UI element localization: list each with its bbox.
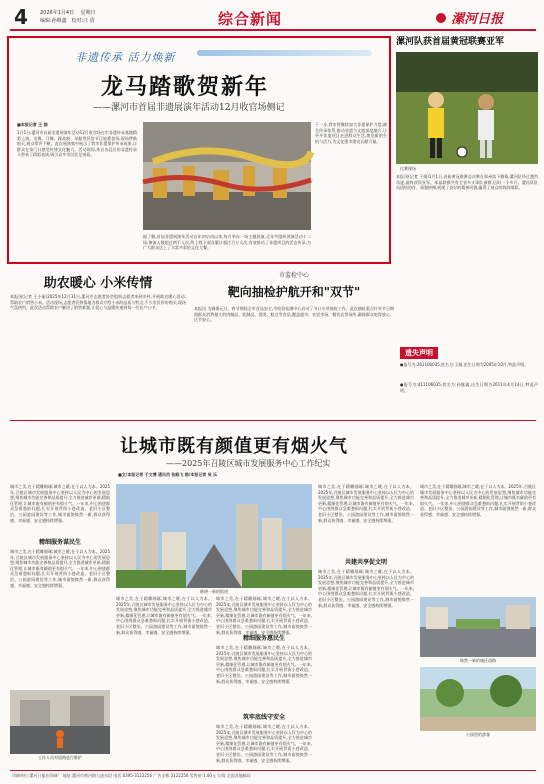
feature-subtitle: ——2025年召陵区城市发展服务中心工作纪实 [166, 459, 331, 468]
aid-title: 助农暖心 小米传情 [43, 276, 153, 291]
sports-photo [396, 52, 538, 164]
feature-photo-caption: 焕然一新的城区道路 [460, 658, 496, 663]
top-story-photo [143, 122, 311, 230]
feature-body: 城市之美,在于精雕细琢;城市之暖,在于以人为本。2025年,召陵区城市发展服务中心坚持以人民为中心的发展思想,聚焦城市功能完善和品质提升,全力推进城市更新,精细化管理,让城市既有颜值更有烟火气。一年来,中心围绕群众急难愁盼问题,扎实开展背街小巷改造、老旧小区整治、公园游园建设等工作,城市面貌焕然一新,群众获得感、幸福感、安全感持续增强。 [216, 596, 312, 635]
market-kicker: 市监检中心 [278, 272, 309, 279]
feature-byline: ■文/本报记者 于文博 通讯员 张路飞 图/本报记者 吴 乐 [118, 472, 218, 477]
footer-rule [10, 770, 536, 771]
aid-body: 本报讯(记者 王小丽)2025年12月31日,漯河市志愿者协会组织志愿者来到乡村,开展助农暖心活动,帮助农户销售小米。活动现场,志愿者们热情地为群众介绍小米的品质与特点,不少市民纷纷购买,现场气氛热烈。此次活动帮助农户解决了销售难题,让爱心与温暖传递到每一位农户心中。 [10, 294, 186, 311]
feature-column-1 [10, 484, 110, 768]
feature-body: 城市之美,在于精雕细琢;城市之暖,在于以人为本。2025年,召陵区城市发展服务中心坚持以人民为中心的发展思想,聚焦城市功能完善和品质提升,全力推进城市更新,精细化管理,让城市既有颜值更有烟火气。一年来,中心围绕群众急难愁盼问题,扎实开展背街小巷改造、老旧小区整治、公园游园建设等工作,城市面貌焕然一新,群众获得感、幸福感、安全感持续增强。 [318, 569, 414, 608]
feature-section-heading: 精细服务谋民生 [38, 539, 81, 546]
notice-item: ●报号为:411106035,姓名为:孙继鑫,出生日期为2011年4月14日,特此声明。 [400, 382, 538, 393]
feature-photo-1 [10, 690, 110, 754]
header-rule [10, 29, 536, 31]
feature-photo-3-image [420, 597, 536, 657]
feature-column-4 [420, 484, 536, 768]
feature-photo-1-image [10, 690, 110, 754]
feature-center [116, 484, 312, 768]
page-number: 4 [14, 5, 34, 27]
top-story-kicker: 非遗传承 活力焕新 [75, 51, 176, 64]
feature-body: 城市之美,在于精雕细琢;城市之暖,在于以人为本。2025年,召陵区城市发展服务中心坚持以人民为中心的发展思想,聚焦城市功能完善和品质提升,全力推进城市更新,精细化管理,让城市既有颜值更有烟火气。一年来,中心围绕群众急难愁盼问题,扎实开展背街小巷改造、老旧小区整治、公园游园建设等工作,城市面貌焕然一新,群众获得感、幸福感、安全感持续增强。 [420, 484, 536, 517]
feature-body: 城市之美,在于精雕细琢;城市之暖,在于以人为本。2025年,召陵区城市发展服务中心坚持以人民为中心的发展思想,聚焦城市功能完善和品质提升,全力推进城市更新,精细化管理,让城市既有颜值更有烟火气。一年来,中心围绕群众急难愁盼问题,扎实开展背街小巷改造、老旧小区整治、公园游园建设等工作,城市面貌焕然一新,群众获得感、幸福感、安全感持续增强。 [10, 484, 110, 523]
feature-body: 城市之美,在于精雕细琢;城市之暖,在于以人为本。2025年,召陵区城市发展服务中心坚持以人民为中心的发展思想,聚焦城市功能完善和品质提升,全力推进城市更新,精细化管理,让城市既有颜值更有烟火气。一年来,中心围绕群众急难愁盼问题,扎实开展背街小巷改造、老旧小区整治、公园游园建设等工作,城市面貌焕然一新,群众获得感、幸福感、安全感持续增强。 [216, 724, 312, 763]
feature-body: 城市之美,在于精雕细琢;城市之暖,在于以人为本。2025年,召陵区城市发展服务中心坚持以人民为中心的发展思想,聚焦城市功能完善和品质提升,全力推进城市更新,精细化管理,让城市既有颜值更有烟火气。一年来,中心围绕群众急难愁盼问题,扎实开展背街小巷改造、老旧小区整治、公园游园建设等工作,城市面貌焕然一新,群众获得感、幸福感、安全感持续增强。 [318, 484, 414, 523]
notice-title: 遗失声明 [400, 347, 438, 359]
feature-title: 让城市既有颜值更有烟火气 [120, 436, 348, 457]
feature-photo-4 [420, 667, 536, 731]
feature-column-3 [318, 484, 414, 768]
top-story-banner [197, 50, 372, 56]
page-header [0, 0, 544, 32]
feature-photo-caption: 修缮一新的街道 [200, 589, 228, 594]
header-date: 2026年1月4日 星期日 [40, 10, 96, 16]
aid-section [10, 270, 186, 418]
feature-photo-caption: 工作人员对道路进行维护 [38, 755, 82, 760]
feature-body: 城市之美,在于精雕细琢;城市之暖,在于以人为本。2025年,召陵区城市发展服务中心坚持以人民为中心的发展思想,聚焦城市功能完善和品质提升,全力推进城市更新,精细化管理,让城市既有颜值更有烟火气。一年来,中心围绕群众急难愁盼问题,扎实开展背街小巷改造、老旧小区整治、公园游园建设等工作,城市面貌焕然一新,群众获得感、幸福感、安全感持续增强。 [10, 549, 110, 588]
feature-section-heading: 共建共享促文明 [344, 559, 387, 566]
market-body: 本报讯 为确保元旦、春节期间全市食品安全,市检验检测中心启动了节日专项抽检工作。此次抽检重点针对节日期间群众消费量大的肉制品、乳制品、酒类、糕点等食品,覆盖超市、农贸市场、餐饮店等场所,确保群众吃得放心、过节安心。 [194, 306, 394, 323]
top-story-body-mid: 据了解,首届非遗展演年活动自年初启动以来,每月举办一场主题展演,全年共组织展演活动十二场,参演人数超过两千人次,线上线下观众累计超过百万人次,有效推动了非遗项目的活态传承,为广大群众送上了丰富多彩的文化大餐。 [143, 234, 311, 251]
section-title: 综合新闻 [218, 10, 283, 28]
market-section [194, 270, 394, 418]
top-story-photo-image [143, 122, 311, 230]
feature-body: 城市之美,在于精雕细琢;城市之暖,在于以人为本。2025年,召陵区城市发展服务中心坚持以人民为中心的发展思想,聚焦城市功能完善和品质提升,全力推进城市更新,精细化管理,让城市既有颜值更有烟火气。一年来,中心围绕群众急难愁盼问题,扎实开展背街小巷改造、老旧小区整治、公园游园建设等工作,城市面貌焕然一新,群众获得感、幸福感、安全感持续增强。 [216, 645, 312, 684]
top-story-box [7, 36, 391, 264]
top-story-title: 龙马踏歌贺新年 [101, 74, 270, 100]
feature-section-heading: 筑牢底线守安全 [242, 714, 285, 721]
sports-section [396, 36, 538, 264]
header-editor: 编辑:孙继鑫 校对:汪 倩 [40, 18, 95, 24]
market-title: 靶向抽检护航开和"双节" [227, 285, 361, 299]
feature-photo-2-image [116, 484, 312, 588]
notice-item: ●报号为:261106035,姓名为:王娟,出生日期为2005年10月,特此声明。 [400, 362, 529, 367]
notice-section [400, 340, 538, 418]
sports-caption: 比赛现场 [400, 166, 416, 171]
feature-rule [10, 420, 536, 421]
top-story-body-right: 下一步,我市将继续加大非遗保护力度,健全传承体系,推动非遗与文旅深度融合,让更多非遗项目走进群众生活,焕发新的生机与活力,为文化强市建设贡献力量。 [315, 122, 387, 144]
sports-title: 漯河队获首届黄冠联赛亚军 [396, 37, 505, 47]
feature-photo-2 [116, 484, 312, 588]
feature-photo-3 [420, 597, 536, 657]
paper-logo: 漯河日报 [436, 7, 536, 25]
feature-photo-4-image [420, 667, 536, 731]
sports-photo-image [396, 52, 538, 164]
feature-photo-caption: 公园里的游客 [466, 732, 490, 737]
top-story-byline: ■本报记者 王 娟 [17, 122, 48, 127]
logo-icon [436, 13, 446, 23]
feature-center-right [216, 596, 312, 768]
feature-section-heading: 精细服务惠民生 [242, 635, 285, 642]
feature-body: 城市之美,在于精雕细琢;城市之暖,在于以人为本。2025年,召陵区城市发展服务中心坚持以人民为中心的发展思想,聚焦城市功能完善和品质提升,全力推进城市更新,精细化管理,让城市既有颜值更有烟火气。一年来,中心围绕群众急难愁盼问题,扎实开展背街小巷改造、老旧小区整治、公园游园建设等工作,城市面貌焕然一新,群众获得感、幸福感、安全感持续增强。 [116, 596, 212, 635]
footer-text: 印刷单位:漯河日报社印刷厂 地址:漯河市黄河路大道东段 电话:0395-3122256 广告全称:3122256 零售价:1.00元 订阅:全国各地邮局 [12, 773, 251, 778]
top-story-subtitle: ——漯河市首届非遗展演年活动12月收官场侧记 [93, 103, 285, 113]
top-story-body-left: 1月1日,漯河市首届非遗展演年活动12月收官场在市非遗传承基地精彩上演。龙舞、马舞、踩高跷、旱船等民俗节目轮番登场,现场锣鼓喧天,观众掌声不断。此次展演集中展示了我市非遗保护传承成果,让群众在家门口感受传统文化魅力。活动现场,来自各县区的非遗传承人带来了精彩表演,吸引众多市民驻足观看。 [17, 130, 137, 158]
sports-body: 本报讯(记者 王娟)1月1日,首届黄冠联赛总决赛在郑州落下帷幕,漯河队经过激烈角逐,最终获得亚军。本届联赛共有全省多支球队参赛,历时一个多月。漯河队队员团结协作、顽强拼搏,展现了良好的精神风貌,赢得了观众的阵阵喝彩。 [396, 174, 538, 191]
